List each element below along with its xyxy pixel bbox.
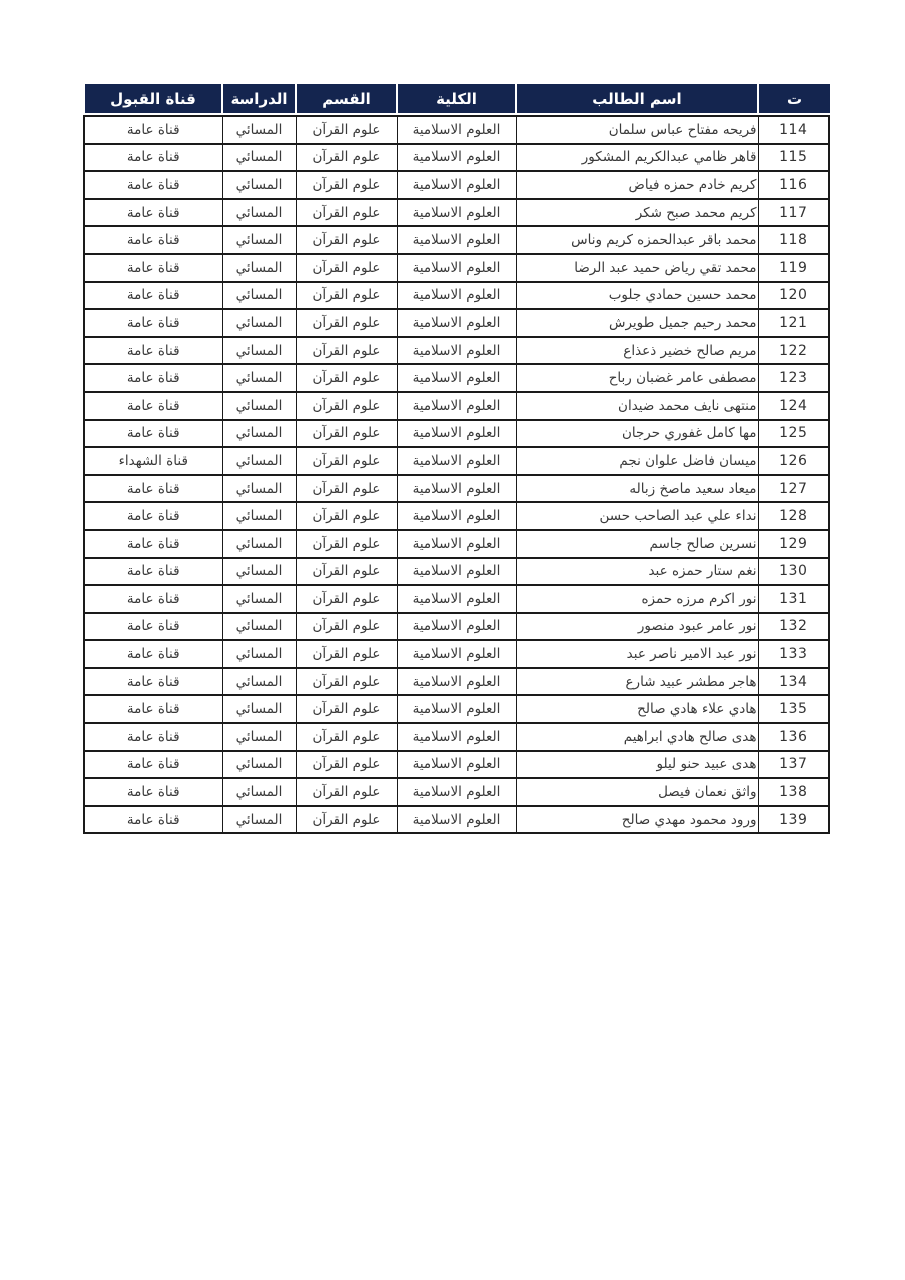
cell-study: المسائي bbox=[222, 364, 296, 392]
cell-college: العلوم الاسلامية bbox=[397, 309, 516, 337]
header-cell-department: القسم bbox=[297, 84, 398, 113]
table-row bbox=[84, 226, 829, 254]
cell-study: المسائي bbox=[222, 309, 296, 337]
cell-no: 129 bbox=[758, 530, 829, 558]
cell-study: المسائي bbox=[222, 778, 296, 806]
cell-channel: قناة عامة bbox=[84, 723, 222, 751]
cell-name: منتهى نايف محمد ضيدان bbox=[516, 392, 758, 420]
cell-name: مريم صالح خضير ذعذاع bbox=[516, 337, 758, 365]
table-row bbox=[84, 420, 829, 448]
cell-channel: قناة عامة bbox=[84, 364, 222, 392]
cell-no: 136 bbox=[758, 723, 829, 751]
cell-college: العلوم الاسلامية bbox=[397, 806, 516, 834]
cell-college: العلوم الاسلامية bbox=[397, 695, 516, 723]
cell-channel: قناة عامة bbox=[84, 171, 222, 199]
table-row bbox=[84, 447, 829, 475]
cell-college: العلوم الاسلامية bbox=[397, 420, 516, 448]
cell-name: ميعاد سعيد ماصخ زباله bbox=[516, 475, 758, 503]
table-row bbox=[84, 364, 829, 392]
cell-name: نسرين صالح جاسم bbox=[516, 530, 758, 558]
cell-college: العلوم الاسلامية bbox=[397, 613, 516, 641]
cell-college: العلوم الاسلامية bbox=[397, 199, 516, 227]
table-row bbox=[84, 144, 829, 172]
cell-study: المسائي bbox=[222, 751, 296, 779]
cell-college: العلوم الاسلامية bbox=[397, 778, 516, 806]
cell-no: 139 bbox=[758, 806, 829, 834]
cell-college: العلوم الاسلامية bbox=[397, 447, 516, 475]
cell-channel: قناة عامة bbox=[84, 144, 222, 172]
cell-department: علوم القرآن bbox=[296, 309, 397, 337]
cell-name: واثق نعمان فيصل bbox=[516, 778, 758, 806]
cell-department: علوم القرآن bbox=[296, 695, 397, 723]
cell-name: نور اكرم مرزه حمزه bbox=[516, 585, 758, 613]
cell-department: علوم القرآن bbox=[296, 447, 397, 475]
cell-name: محمد حسين حمادي جلوب bbox=[516, 282, 758, 310]
table-row bbox=[84, 116, 829, 144]
cell-channel: قناة عامة bbox=[84, 502, 222, 530]
cell-channel: قناة عامة bbox=[84, 282, 222, 310]
cell-college: العلوم الاسلامية bbox=[397, 144, 516, 172]
cell-channel: قناة عامة bbox=[84, 585, 222, 613]
cell-department: علوم القرآن bbox=[296, 751, 397, 779]
cell-department: علوم القرآن bbox=[296, 364, 397, 392]
cell-name: هدى صالح هادي ابراهيم bbox=[516, 723, 758, 751]
cell-name: نداء علي عبد الصاحب حسن bbox=[516, 502, 758, 530]
cell-study: المسائي bbox=[222, 199, 296, 227]
cell-no: 134 bbox=[758, 668, 829, 696]
cell-no: 116 bbox=[758, 171, 829, 199]
cell-study: المسائي bbox=[222, 695, 296, 723]
cell-channel: قناة عامة bbox=[84, 668, 222, 696]
table-row bbox=[84, 392, 829, 420]
cell-college: العلوم الاسلامية bbox=[397, 364, 516, 392]
cell-study: المسائي bbox=[222, 806, 296, 834]
cell-department: علوم القرآن bbox=[296, 144, 397, 172]
cell-channel: قناة عامة bbox=[84, 199, 222, 227]
cell-department: علوم القرآن bbox=[296, 171, 397, 199]
cell-channel: قناة عامة bbox=[84, 530, 222, 558]
cell-study: المسائي bbox=[222, 558, 296, 586]
cell-college: العلوم الاسلامية bbox=[397, 337, 516, 365]
cell-department: علوم القرآن bbox=[296, 640, 397, 668]
cell-no: 115 bbox=[758, 144, 829, 172]
table-row bbox=[84, 695, 829, 723]
cell-department: علوم القرآن bbox=[296, 502, 397, 530]
cell-department: علوم القرآن bbox=[296, 585, 397, 613]
cell-no: 131 bbox=[758, 585, 829, 613]
table-row bbox=[84, 254, 829, 282]
cell-no: 123 bbox=[758, 364, 829, 392]
cell-channel: قناة عامة bbox=[84, 695, 222, 723]
cell-study: المسائي bbox=[222, 392, 296, 420]
cell-channel: قناة عامة bbox=[84, 475, 222, 503]
cell-study: المسائي bbox=[222, 447, 296, 475]
cell-college: العلوم الاسلامية bbox=[397, 282, 516, 310]
cell-college: العلوم الاسلامية bbox=[397, 585, 516, 613]
cell-no: 124 bbox=[758, 392, 829, 420]
header-row bbox=[85, 84, 830, 113]
cell-study: المسائي bbox=[222, 475, 296, 503]
cell-channel: قناة عامة bbox=[84, 778, 222, 806]
cell-department: علوم القرآن bbox=[296, 778, 397, 806]
cell-no: 138 bbox=[758, 778, 829, 806]
cell-channel: قناة الشهداء bbox=[84, 447, 222, 475]
header-cell-no: ت bbox=[759, 84, 830, 113]
cell-study: المسائي bbox=[222, 116, 296, 144]
table-row bbox=[84, 613, 829, 641]
cell-name: فريحه مفتاح عباس سلمان bbox=[516, 116, 758, 144]
cell-study: المسائي bbox=[222, 337, 296, 365]
cell-department: علوم القرآن bbox=[296, 116, 397, 144]
cell-channel: قناة عامة bbox=[84, 420, 222, 448]
table-row bbox=[84, 723, 829, 751]
cell-name: كريم خادم حمزه فياض bbox=[516, 171, 758, 199]
cell-department: علوم القرآن bbox=[296, 530, 397, 558]
table-row bbox=[84, 585, 829, 613]
header-cell-study: الدراسة bbox=[223, 84, 297, 113]
cell-department: علوم القرآن bbox=[296, 199, 397, 227]
table-row bbox=[84, 558, 829, 586]
cell-no: 135 bbox=[758, 695, 829, 723]
cell-department: علوم القرآن bbox=[296, 475, 397, 503]
cell-name: مها كامل غفوري حرجان bbox=[516, 420, 758, 448]
cell-name: قاهر ظامي عبدالكريم المشكور bbox=[516, 144, 758, 172]
table-row bbox=[84, 806, 829, 834]
cell-channel: قناة عامة bbox=[84, 806, 222, 834]
cell-name: هدى عبيد حنو ليلو bbox=[516, 751, 758, 779]
cell-college: العلوم الاسلامية bbox=[397, 751, 516, 779]
cell-study: المسائي bbox=[222, 420, 296, 448]
cell-name: محمد باقر عبدالحمزه كريم وناس bbox=[516, 226, 758, 254]
cell-study: المسائي bbox=[222, 613, 296, 641]
table-row bbox=[84, 502, 829, 530]
cell-college: العلوم الاسلامية bbox=[397, 723, 516, 751]
cell-study: المسائي bbox=[222, 171, 296, 199]
header-cell-name: اسم الطالب bbox=[517, 84, 759, 113]
admissions-table bbox=[85, 84, 830, 834]
cell-study: المسائي bbox=[222, 226, 296, 254]
cell-no: 122 bbox=[758, 337, 829, 365]
cell-channel: قناة عامة bbox=[84, 558, 222, 586]
cell-no: 130 bbox=[758, 558, 829, 586]
cell-name: كريم محمد صبح شكر bbox=[516, 199, 758, 227]
header-cell-channel: قناة القبول bbox=[85, 84, 223, 113]
table-row bbox=[84, 337, 829, 365]
table-row bbox=[84, 751, 829, 779]
cell-name: محمد تقي رياض حميد عبد الرضا bbox=[516, 254, 758, 282]
table-row bbox=[84, 640, 829, 668]
table-row bbox=[84, 282, 829, 310]
cell-name: هادي علاء هادي صالح bbox=[516, 695, 758, 723]
cell-study: المسائي bbox=[222, 502, 296, 530]
cell-channel: قناة عامة bbox=[84, 254, 222, 282]
cell-no: 119 bbox=[758, 254, 829, 282]
cell-name: مصطفى عامر غضبان رباح bbox=[516, 364, 758, 392]
cell-college: العلوم الاسلامية bbox=[397, 392, 516, 420]
cell-channel: قناة عامة bbox=[84, 613, 222, 641]
cell-name: محمد رحيم جميل طويرش bbox=[516, 309, 758, 337]
table-row bbox=[84, 199, 829, 227]
cell-study: المسائي bbox=[222, 668, 296, 696]
cell-college: العلوم الاسلامية bbox=[397, 226, 516, 254]
table-row bbox=[84, 778, 829, 806]
cell-college: العلوم الاسلامية bbox=[397, 640, 516, 668]
cell-no: 128 bbox=[758, 502, 829, 530]
cell-no: 118 bbox=[758, 226, 829, 254]
table-row bbox=[84, 309, 829, 337]
admissions-table-header bbox=[85, 84, 830, 113]
cell-no: 120 bbox=[758, 282, 829, 310]
cell-no: 117 bbox=[758, 199, 829, 227]
cell-no: 133 bbox=[758, 640, 829, 668]
cell-department: علوم القرآن bbox=[296, 282, 397, 310]
cell-no: 132 bbox=[758, 613, 829, 641]
cell-channel: قناة عامة bbox=[84, 337, 222, 365]
cell-department: علوم القرآن bbox=[296, 226, 397, 254]
cell-name: نغم ستار حمزه عبد bbox=[516, 558, 758, 586]
cell-college: العلوم الاسلامية bbox=[397, 668, 516, 696]
cell-department: علوم القرآن bbox=[296, 420, 397, 448]
cell-no: 125 bbox=[758, 420, 829, 448]
cell-channel: قناة عامة bbox=[84, 640, 222, 668]
cell-department: علوم القرآن bbox=[296, 254, 397, 282]
cell-study: المسائي bbox=[222, 144, 296, 172]
cell-study: المسائي bbox=[222, 530, 296, 558]
cell-department: علوم القرآن bbox=[296, 668, 397, 696]
cell-study: المسائي bbox=[222, 723, 296, 751]
cell-college: العلوم الاسلامية bbox=[397, 254, 516, 282]
header-cell-college: الكلية bbox=[398, 84, 517, 113]
cell-department: علوم القرآن bbox=[296, 337, 397, 365]
cell-channel: قناة عامة bbox=[84, 751, 222, 779]
cell-department: علوم القرآن bbox=[296, 723, 397, 751]
cell-channel: قناة عامة bbox=[84, 226, 222, 254]
cell-name: ميسان فاضل علوان نجم bbox=[516, 447, 758, 475]
table-row bbox=[84, 668, 829, 696]
cell-department: علوم القرآن bbox=[296, 613, 397, 641]
cell-channel: قناة عامة bbox=[84, 392, 222, 420]
cell-name: نور عامر عبود منصور bbox=[516, 613, 758, 641]
admissions-table-body bbox=[83, 115, 830, 834]
cell-study: المسائي bbox=[222, 282, 296, 310]
cell-college: العلوم الاسلامية bbox=[397, 171, 516, 199]
cell-name: ورود محمود مهدي صالح bbox=[516, 806, 758, 834]
table-row bbox=[84, 530, 829, 558]
cell-channel: قناة عامة bbox=[84, 309, 222, 337]
table-row bbox=[84, 171, 829, 199]
cell-college: العلوم الاسلامية bbox=[397, 530, 516, 558]
cell-no: 137 bbox=[758, 751, 829, 779]
cell-no: 126 bbox=[758, 447, 829, 475]
cell-college: العلوم الاسلامية bbox=[397, 502, 516, 530]
cell-study: المسائي bbox=[222, 585, 296, 613]
cell-study: المسائي bbox=[222, 640, 296, 668]
cell-college: العلوم الاسلامية bbox=[397, 475, 516, 503]
cell-department: علوم القرآن bbox=[296, 806, 397, 834]
cell-no: 121 bbox=[758, 309, 829, 337]
table-row bbox=[84, 475, 829, 503]
cell-name: هاجر مطشر عبيد شارع bbox=[516, 668, 758, 696]
cell-college: العلوم الاسلامية bbox=[397, 116, 516, 144]
cell-no: 114 bbox=[758, 116, 829, 144]
cell-no: 127 bbox=[758, 475, 829, 503]
cell-study: المسائي bbox=[222, 254, 296, 282]
cell-name: نور عبد الامير ناصر عبد bbox=[516, 640, 758, 668]
cell-department: علوم القرآن bbox=[296, 558, 397, 586]
cell-college: العلوم الاسلامية bbox=[397, 558, 516, 586]
cell-department: علوم القرآن bbox=[296, 392, 397, 420]
cell-channel: قناة عامة bbox=[84, 116, 222, 144]
